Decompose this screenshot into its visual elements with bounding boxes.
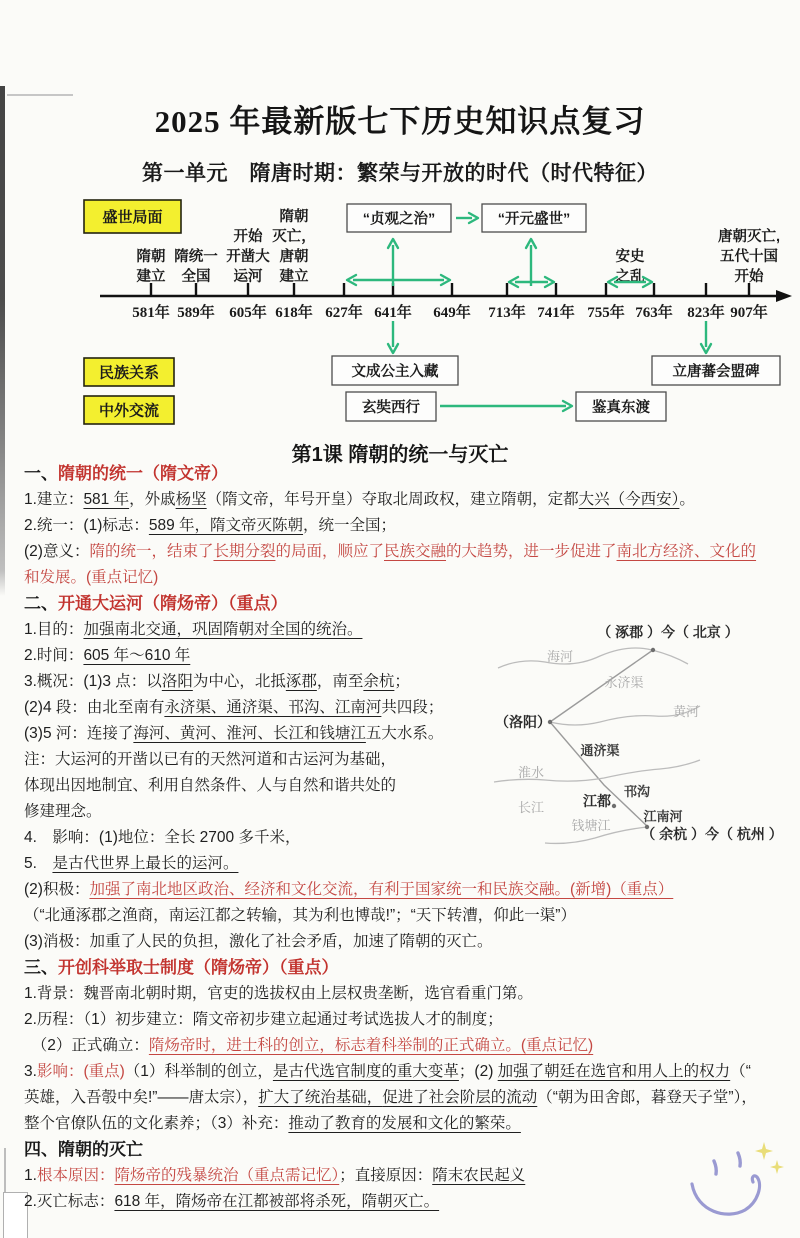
text-segment: 注：大运河的开凿以已有的天然河道和古运河为基础， bbox=[24, 751, 397, 768]
text-segment: （“朝为田舍郎，暮登天子堂”）， bbox=[537, 1089, 757, 1106]
timeline-event-label: 灭亡， bbox=[272, 229, 316, 245]
text-segment: 三、 bbox=[24, 958, 58, 977]
timeline-event-label: 隋统一 bbox=[174, 249, 218, 265]
body-line bbox=[24, 487, 796, 513]
text-segment: 的局面，顺应了 bbox=[275, 543, 384, 560]
text-segment: 1.背景：魏晋南北朝时期，官吏的选拔权由上层权贵垄断，选官看重门第。 bbox=[24, 985, 533, 1002]
text-segment: 洛阳 bbox=[161, 673, 193, 690]
map-canal-label: 通济渠 bbox=[580, 743, 620, 758]
map-city-label: （洛阳） bbox=[495, 714, 551, 730]
text-segment: 永济渠、通济渠、邗沟、江南河 bbox=[164, 699, 382, 716]
timeline-event-label: 开凿大 bbox=[226, 249, 270, 265]
text-segment: 2.时间： bbox=[24, 647, 84, 664]
map-canal-label: 邗沟 bbox=[623, 784, 651, 799]
text-segment: 。 bbox=[679, 491, 695, 508]
text-segment: 推动了教育的发展和文化的繁荣。 bbox=[288, 1115, 521, 1132]
body-line bbox=[24, 877, 796, 903]
text-segment: ，外戚 bbox=[129, 491, 176, 508]
body-line bbox=[24, 773, 796, 799]
body-line bbox=[24, 617, 796, 643]
text-segment: 涿郡 bbox=[285, 673, 317, 690]
body-line bbox=[24, 981, 796, 1007]
map-river-label: 长江 bbox=[517, 800, 545, 815]
text-segment: 和发展。(重点记忆) bbox=[24, 569, 159, 586]
text-segment: 的大趋势，进一步促进了 bbox=[446, 543, 617, 560]
text-segment: 南北方经济、文化的 bbox=[616, 543, 757, 560]
body-line bbox=[24, 1059, 796, 1085]
map-river-label: 钱塘江 bbox=[571, 818, 611, 833]
map-river-label: 永济渠 bbox=[604, 675, 644, 690]
body-line bbox=[24, 1111, 796, 1137]
text-segment: （“ bbox=[730, 1063, 751, 1080]
body-line bbox=[24, 513, 796, 539]
text-segment: 促进了社会阶层的流动 bbox=[382, 1089, 538, 1106]
category-label: 民族关系 bbox=[98, 364, 160, 382]
text-segment: 共四段； bbox=[381, 699, 444, 716]
text-segment: ，南至 bbox=[316, 673, 364, 690]
body-line bbox=[24, 929, 796, 955]
smiley-eye-icon bbox=[738, 1153, 740, 1166]
text-segment: （“北通涿郡之渔商，南运江都之转输，其为利也博哉!”；“天下转漕，仰此一渠”） bbox=[24, 907, 576, 924]
text-segment: 3. bbox=[24, 1063, 37, 1080]
map-canal-label: 江南河 bbox=[643, 809, 683, 824]
body-line bbox=[24, 799, 796, 825]
text-segment: ；(2) bbox=[458, 1063, 498, 1080]
text-segment: （隋文帝，年号开皇）夺取北周政权，建立隋朝，定都 bbox=[206, 491, 579, 508]
text-segment: 605 年～610 年 bbox=[83, 647, 191, 664]
text-segment: 隋炀帝的残暴统治（重点需记忆） bbox=[114, 1167, 340, 1184]
map-river-label: 黄河 bbox=[672, 704, 700, 719]
body-text bbox=[24, 461, 796, 1215]
body-line bbox=[24, 747, 796, 773]
timeline-year-label: 581年 bbox=[132, 305, 170, 321]
text-segment: 1.目的： bbox=[24, 621, 84, 638]
text-segment: 618 年，隋炀帝在江都被部将杀死，隋朝灭亡。 bbox=[114, 1193, 440, 1210]
timeline-event-label: 运河 bbox=[233, 269, 263, 285]
section-heading bbox=[24, 591, 796, 617]
timeline-event-label: 全国 bbox=[181, 269, 211, 285]
text-segment: 四、隋朝的灭亡 bbox=[24, 1140, 143, 1159]
text-segment: 开通大运河（隋炀帝）（重点） bbox=[58, 594, 288, 613]
section-heading bbox=[24, 955, 796, 981]
text-segment: 加强了朝廷在选官和用人上的权力 bbox=[497, 1063, 731, 1080]
timeline-year-label: 627年 bbox=[325, 305, 363, 321]
text-segment: 1. bbox=[24, 1167, 37, 1184]
text-segment: (2)4 段：由北至南有 bbox=[24, 699, 165, 716]
sparkle-icon bbox=[770, 1160, 784, 1174]
timeline-year-label: 618年 bbox=[275, 305, 313, 321]
text-segment: 杨坚 bbox=[175, 491, 207, 508]
body-line bbox=[24, 1033, 796, 1059]
text-segment: 581 年 bbox=[83, 491, 130, 508]
timeline-annotation: 开始 bbox=[734, 269, 764, 285]
text-segment: 2.灭亡标志： bbox=[24, 1193, 115, 1210]
text-segment: ； bbox=[394, 673, 410, 690]
text-segment: 4. 影响：(1)地位：全长 2700 多千米， bbox=[24, 829, 301, 846]
text-segment: 英雄，入吾彀中矣!”——唐太宗）， bbox=[24, 1089, 259, 1106]
text-segment: 余杭 bbox=[363, 673, 395, 690]
page-title: 2025 年最新版七下历史知识点复习 bbox=[154, 104, 646, 139]
text-segment: 隋朝的统一（隋文帝） bbox=[58, 464, 228, 483]
timeline-year-label: 649年 bbox=[433, 305, 471, 321]
timeline-annotation: 五代十国 bbox=[720, 249, 778, 265]
lesson-heading: 第1课 隋朝的统一与灭亡 bbox=[291, 444, 509, 466]
text-segment: 2.历程：（1）初步建立：隋文帝初步建立起通过考试选拔人才的制度； bbox=[24, 1011, 503, 1028]
body-line bbox=[24, 721, 796, 747]
text-segment: 隋的统一，结束了 bbox=[89, 543, 214, 560]
event-box-label: “开元盛世” bbox=[497, 211, 571, 228]
text-segment: 大兴（今西安） bbox=[578, 491, 680, 508]
timeline-event-label: 建立 bbox=[279, 269, 309, 285]
body-line bbox=[24, 565, 796, 591]
timeline-year-label: 589年 bbox=[177, 305, 215, 321]
timeline-year-label: 907年 bbox=[730, 305, 768, 321]
body-line bbox=[24, 695, 796, 721]
text-segment: ；直接原因： bbox=[339, 1167, 433, 1184]
text-segment: 加强了南北地区政治、经济和文化交流，有利于国家统一和民族交融。(新增)（重点） bbox=[89, 881, 674, 898]
text-segment: ，统一全国； bbox=[303, 517, 397, 534]
section-heading bbox=[24, 461, 796, 487]
event-box-label: “贞观之治” bbox=[362, 211, 436, 228]
body-line bbox=[24, 851, 796, 877]
timeline-event-label: 开始 bbox=[233, 229, 263, 245]
sparkle-icon bbox=[755, 1142, 773, 1160]
timeline-year-label: 823年 bbox=[687, 305, 725, 321]
text-segment: 589 年，隋文帝灭陈朝 bbox=[148, 517, 304, 534]
text-segment: 3.概况：(1)3 点：以 bbox=[24, 673, 162, 690]
body-line bbox=[24, 539, 796, 565]
text-segment: （1）科举制的创立， bbox=[124, 1063, 273, 1080]
timeline-year-label: 755年 bbox=[587, 305, 625, 321]
text-segment: 体现出因地制宜、利用自然条件、人与自然和谐共处的 bbox=[24, 777, 397, 794]
text-segment: 隋炀帝时，进士科的创立，标志着科举制的正式确立。(重点记忆) bbox=[148, 1037, 594, 1054]
text-segment: 海河、黄河、淮河、长江和钱塘江 bbox=[133, 725, 366, 742]
timeline-annotation: 安史 bbox=[615, 249, 645, 265]
body-line bbox=[24, 1085, 796, 1111]
unit-subtitle: 第一单元 隋唐时期：繁荣与开放的时代（时代特征） bbox=[142, 162, 658, 185]
timeline-year-label: 641年 bbox=[374, 305, 412, 321]
smiley-doodle bbox=[678, 1136, 790, 1238]
text-segment: 是古代世界上最长的运河。 bbox=[52, 855, 239, 872]
timeline-year-label: 741年 bbox=[537, 305, 575, 321]
map-city-label: （ 涿郡 ）今（ 北京 ） bbox=[597, 624, 739, 640]
category-label: 中外交流 bbox=[98, 402, 160, 420]
text-segment: 整个官僚队伍的文化素养；（3）补充： bbox=[24, 1115, 289, 1132]
timeline-event-label: 建立 bbox=[136, 269, 166, 285]
text-segment: 为中心，北抵 bbox=[192, 673, 286, 690]
text-segment: 加强南北交通，巩固隋朝对全国的统治。 bbox=[83, 621, 363, 638]
text-segment: (2)积极： bbox=[24, 881, 90, 898]
text-segment: 是古代选官制度的重大变革 bbox=[272, 1063, 459, 1080]
body-line bbox=[24, 903, 796, 929]
text-segment: 扩大了统治基础， bbox=[258, 1089, 383, 1106]
text-segment: 根本原因： bbox=[36, 1167, 115, 1184]
timeline-event-label: 隋朝 bbox=[279, 209, 309, 225]
timeline-event-label: 唐朝 bbox=[279, 249, 309, 265]
text-segment: 二、 bbox=[24, 594, 58, 613]
body-line bbox=[24, 1007, 796, 1033]
timeline-year-label: 713年 bbox=[488, 305, 526, 321]
timeline-annotation: 之乱 bbox=[615, 269, 645, 285]
text-segment: 隋末农民起义 bbox=[432, 1167, 526, 1184]
text-segment: (3)消极：加重了人民的负担，激化了社会矛盾，加速了隋朝的灭亡。 bbox=[24, 933, 493, 950]
map-river-label: 淮水 bbox=[517, 765, 545, 780]
event-box-label: 玄奘西行 bbox=[362, 400, 420, 416]
map-city-label: （ 余杭 ）今（ 杭州 ） bbox=[641, 826, 783, 842]
smiley-mouth-icon bbox=[692, 1176, 760, 1214]
event-box-label: 鉴真东渡 bbox=[592, 400, 650, 416]
text-segment: 开创科举取士制度（隋炀帝）（重点） bbox=[58, 958, 339, 977]
text-segment: 影响：(重点) bbox=[36, 1063, 125, 1080]
text-segment: 修建理念。 bbox=[24, 803, 102, 820]
text-segment: 1.建立： bbox=[24, 491, 84, 508]
text-segment: （2）正式确立： bbox=[24, 1037, 149, 1054]
body-line bbox=[24, 825, 796, 851]
timeline-year-label: 763年 bbox=[635, 305, 673, 321]
text-segment: 民族交融 bbox=[384, 543, 447, 560]
text-segment: 五大水系。 bbox=[365, 725, 444, 742]
text-segment: 一、 bbox=[24, 464, 58, 483]
text-segment: 5. bbox=[24, 855, 53, 872]
timeline-year-label: 605年 bbox=[229, 305, 267, 321]
map-river-label: 海河 bbox=[546, 649, 574, 664]
timeline-event-label: 隋朝 bbox=[136, 249, 166, 265]
text-segment: 2.统一：(1)标志： bbox=[24, 517, 149, 534]
text-segment: (3)5 河：连接了 bbox=[24, 725, 134, 742]
category-label: 盛世局面 bbox=[102, 209, 163, 226]
smiley-eye-icon bbox=[714, 1161, 716, 1174]
body-line bbox=[24, 669, 796, 695]
text-segment: (2)意义： bbox=[24, 543, 90, 560]
body-line bbox=[24, 643, 796, 669]
event-box-label: 立唐蕃会盟碑 bbox=[672, 364, 760, 380]
text-segment: 长期分裂 bbox=[213, 543, 276, 560]
timeline-annotation: 唐朝灭亡, bbox=[717, 229, 781, 245]
event-box-label: 文成公主入藏 bbox=[351, 364, 439, 380]
map-city-label: 江都 bbox=[583, 793, 611, 809]
